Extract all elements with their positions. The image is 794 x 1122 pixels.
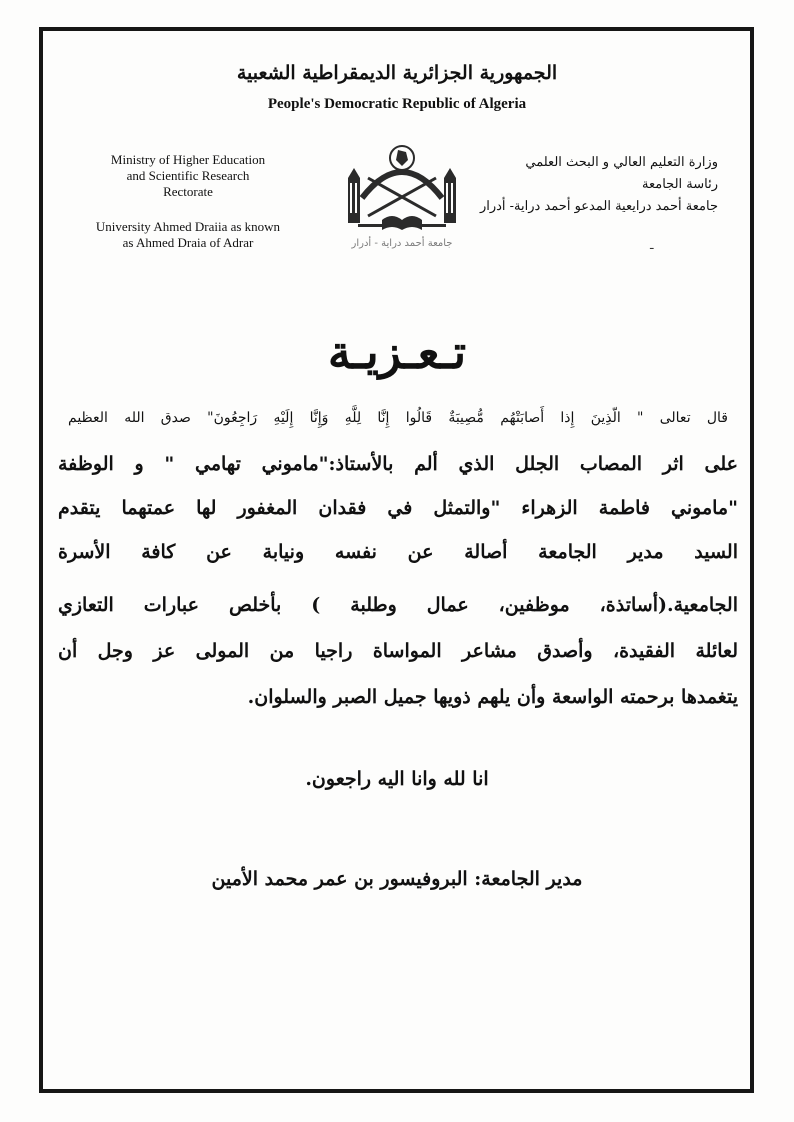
body-line: على اثر المصاب الجلل الذي ألم بالأستاذ:"ماموني تهامي " و الوظفة xyxy=(58,453,738,475)
signature-line: مدير الجامعة: البروفيسور بن عمر محمد الأمين xyxy=(211,868,583,890)
quran-verse: قال تعالى " الّذِينَ إِذا أَصابَتْهُم مُّصِيبَةٌ قَالُوا إِنَّا لِلَّهِ وَإِنَّا إِلَيْهِ رَاجِعُونَ" صدق الله العظيم xyxy=(68,410,728,426)
body-line: لعائلة الفقيدة، وأصدق مشاعر المواساة راجيا من المولى عز وجل أن xyxy=(58,640,738,662)
margin-mark: ـ xyxy=(650,238,654,252)
body-line: "ماموني فاطمة الزهراء "والتمثل في فقدان المغفور لها عمتهما يتقدم xyxy=(58,497,738,519)
university-block-english xyxy=(78,219,298,251)
university-line: as Ahmed Draia of Adrar xyxy=(122,235,254,250)
ministry-line: Ministry of Higher Education xyxy=(110,152,266,167)
closing-phrase: انا لله وانا اليه راجعون. xyxy=(305,768,489,790)
university-line: University Ahmed Draiia as known xyxy=(95,219,281,234)
ministry-line: and Scientific Research xyxy=(126,168,250,183)
body-line: السيد مدير الجامعة أصالة عن نفسه ونيابة عن كافة الأسرة xyxy=(58,541,738,563)
ministry-block-english xyxy=(78,152,298,200)
rectorate-label-ar: رئاسة الجامعة xyxy=(642,177,718,192)
ministry-block-arabic xyxy=(458,152,718,218)
document-heading: تـعـزيـة xyxy=(327,325,467,379)
ministry-line-ar: وزارة التعليم العالي و البحث العلمي xyxy=(525,155,718,170)
university-line-ar: جامعة أحمد درايعية المدعو أحمد دراية- أدرار xyxy=(479,199,718,214)
body-line: يتغمدها برحمته الواسعة وأن يلهم ذويها جميل الصبر والسلوان. xyxy=(247,686,738,708)
emblem-caption: جامعة أحمد دراية - أدرار xyxy=(351,238,453,249)
body-line: الجامعية.(أساتذة، موظفين، عمال وطلبة ) بأخلص عبارات التعازي xyxy=(58,594,738,616)
country-title-arabic: الجمهورية الجزائرية الديمقراطية الشعبية xyxy=(236,62,558,84)
university-emblem-icon xyxy=(338,128,466,252)
rectorate-label: Rectorate xyxy=(163,184,213,199)
country-title-english: People's Democratic Republic of Algeria xyxy=(267,96,527,112)
